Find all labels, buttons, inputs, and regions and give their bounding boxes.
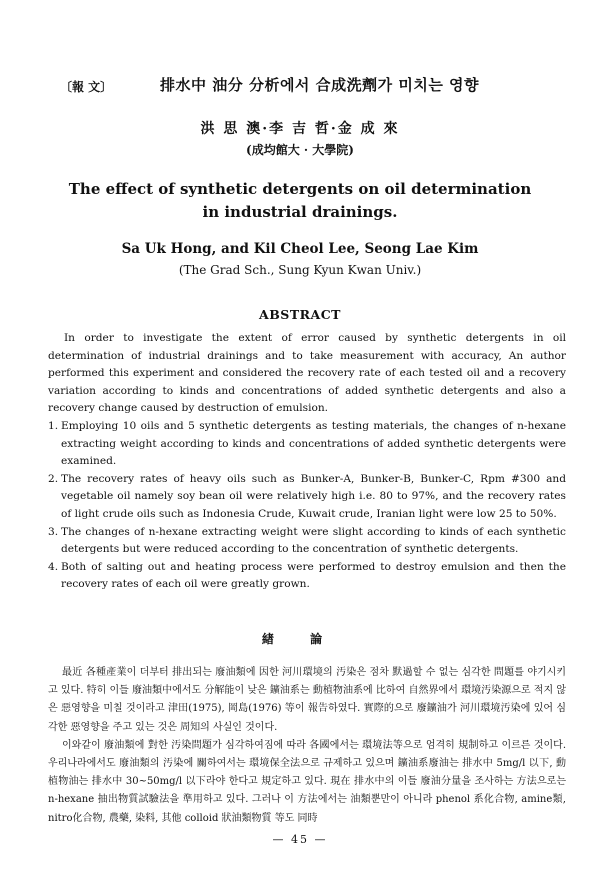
page-number: — 45 — [272,833,328,846]
introduction-body [48,664,566,828]
item-text: The recovery rates of heavy oils such as Bunker-A, Bunker-B, Bunker-C, Rpm #300 and vegetable oil namely soy bean oil were relatively high i.e. 80 to 97%, and the recovery rates of light crude oils such as Indonesia Crude, Kuwait crude, Iranian light were low 25 to 50%. [61,472,566,520]
english-authors: Sa Uk Hong, and Kil Cheol Lee, Seong Lae Kim [121,241,479,257]
english-title [0,178,600,224]
english-title-line2: in industrial drainings. [202,203,398,221]
item-text: The changes of n-hexane extracting weight were slight according to kinds of each synthetic detergents but were reduced according to the concentration of synthetic detergents. [61,525,566,556]
item-text: Employing 10 oils and 5 synthetic detergents as testing materials, the changes of n-hexane extracting weight according to kinds and concentrations of added synthetic detergents were examined. [61,419,566,468]
korean-affiliation: (成均館大 · 大學院) [246,143,354,157]
abstract-body [48,330,566,594]
item-number: 2. [48,472,59,485]
korean-title: 排水中 油分 分析에서 合成洗劑가 미치는 영향 [160,76,480,94]
article-type-label: 〔報 文〕 [60,80,113,94]
introduction-heading: 緖 論 [261,632,339,646]
intro-paragraph: 最近 各種產業이 더부터 排出되는 廢油類에 因한 河川環境의 汚染은 점차 默過할 수 없는 심각한 問題를 야기시키고 있다. 特히 이들 廢油類中에서도 分解能이 낮은 鑛油系는 動植物油系에 比하여 自然界에서 環境汚染源으로 적지 않은 惡영향을 미칠 것이라고 津田(1975), 岡島(1976) 等이 報告하였다. 實際的으로 廢鑛油가 河川環境汚染에 있어 심각한 惡영향을 주고 있는 것은 周知의 사실인 것이다. [48,667,566,733]
abstract-item [48,559,566,594]
abstract-intro: In order to investigate the extent of error caused by synthetic detergents in oil determination of industrial drainings and to take measurement with accuracy, An author performed this experiment and considered the recovery rate of each tested oil and a recovery variation according to kinds and concentrations of added synthetic detergents and also a recovery change caused by destruction of emulsion. [48,332,566,415]
abstract-list [48,418,566,594]
item-number: 3. [48,525,59,538]
abstract-heading: ABSTRACT [259,307,341,322]
korean-authors: 洪 思 澳·李 吉 哲·金 成 來 [200,121,400,137]
item-number: 4. [48,560,59,573]
item-text: Both of salting out and heating process were performed to destroy emulsion and then the recovery rates of each oil were greatly grown. [61,560,566,591]
abstract-item [48,471,566,524]
abstract-item [48,418,566,471]
item-number: 1. [48,419,59,432]
abstract-item [48,524,566,559]
english-affiliation: (The Grad Sch., Sung Kyun Kwan Univ.) [178,263,422,277]
intro-paragraph: 이와같이 廢油類에 對한 汚染問題가 심각하여짐에 따라 各國에서는 環境法等으로 엄격히 規制하고 이르른 것이다. 우리나라에서도 廢油類의 汚染에 關하여서는 環境保全法으로 규제하고 있으며 鑛油系廢油는 排水中 5mg/l 以下, 動植物油는 排水中 30~50mg/l 以下라야 한다고 規定하고 있다. 現在 排水中의 이들 廢油分量을 조사하는 方法으로는 n-hexane 抽出物質試驗法을 準用하고 있다. 그러나 이 方法에서는 油類뿐만이 아니라 phenol 系化合物, amine類, nitro化合物, 農藥, 染料, 其他 colloid 狀油類物質 等도 同時 [48,739,566,824]
english-title-line1: The effect of synthetic detergents on oil determination [68,180,532,198]
